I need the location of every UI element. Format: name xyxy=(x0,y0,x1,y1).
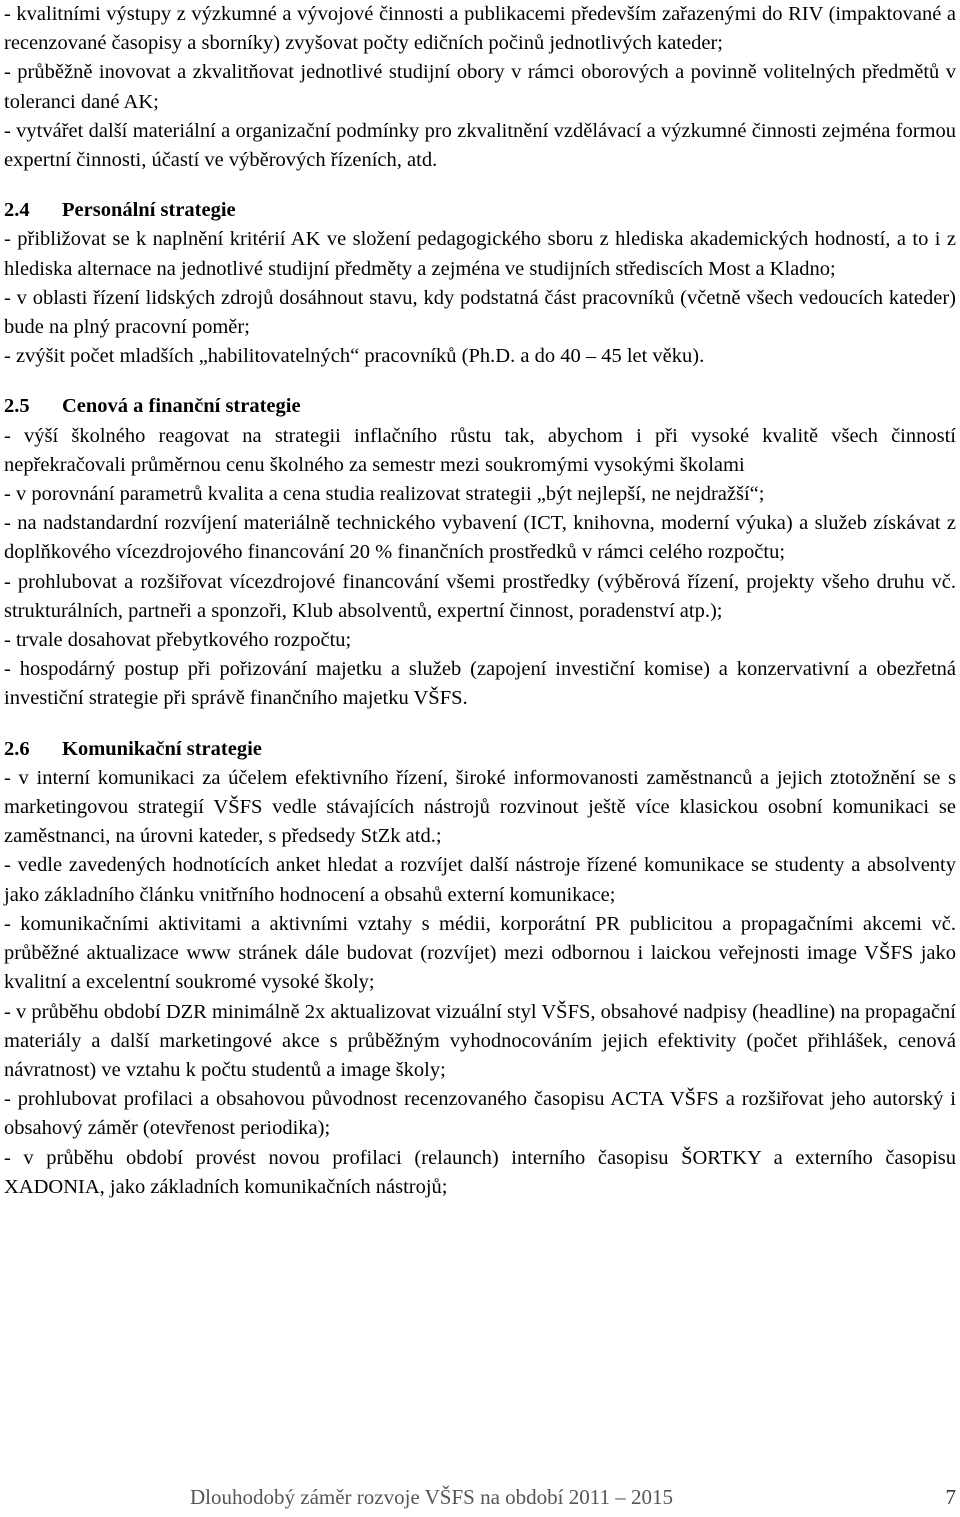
list-item: - výší školného reagovat na strategii inflačního růstu tak, abychom i při vysoké kvalitě všech činností nepřekračovali průměrnou cenu školného za semestr mezi soukromými vysokými školami xyxy=(4,424,956,476)
section-heading xyxy=(4,392,956,421)
list-item: - hospodárný postup při pořizování majetku a služeb (zapojení investiční komise) a konzervativní a obezřetná investiční strategie při správě finančního majetku VŠFS. xyxy=(4,658,956,710)
list-item: - trvale dosahovat přebytkového rozpočtu; xyxy=(4,629,352,652)
list-item: - na nadstandardní rozvíjení materiálně technického vybavení (ICT, knihovna, moderní výuka) a služeb získávat z doplňkového vícezdrojového financování 20 % finančních prostředků v rámci celého rozpočtu; xyxy=(4,512,956,564)
section-communication-strategy xyxy=(4,735,956,1202)
list-item: - komunikačními aktivitami a aktivními vztahy s médii, korporátní PR publicitou a propagačními akcemi vč. průběžné aktualizace www stránek dále budovat (rozvíjet) mezi odbornou i laickou veřejnosti image VŠFS jako kvalitní a excelentní soukromé vysoké školy; xyxy=(4,912,956,994)
list-item: - prohlubovat a rozšiřovat vícezdrojové financování všemi prostředky (výběrová řízení, projekty všeho druhu vč. strukturálních, partneři a sponzoři, Klub absolventů, expertní činnost, poradenství atp.); xyxy=(4,570,956,622)
footer-title: Dlouhodobý záměr rozvoje VŠFS na období 2011 – 2015 xyxy=(190,1485,673,1509)
list-item: - přibližovat se k naplnění kritérií AK ve složení pedagogického sboru z hlediska akademických hodností, a to i z hlediska alternace na jednotlivé studijní předměty a zejména ve studijních střediscích Most a Kladno; xyxy=(4,228,956,280)
document-page xyxy=(4,0,956,1202)
section-title: Cenová a finanční strategie xyxy=(62,395,301,418)
list-item: - zvýšit počet mladších „habilitovatelných“ pracovníků (Ph.D. a do 40 – 45 let věku). xyxy=(4,345,705,368)
list-item: - prohlubovat profilaci a obsahovou původnost recenzovaného časopisu ACTA VŠFS a rozšiřovat jeho autorský i obsahový záměr (otevřenost periodika); xyxy=(4,1088,956,1140)
list-item: - v interní komunikaci za účelem efektivního řízení, široké informovanosti zaměstnanců a jejich ztotožnění se s marketingovou strategií VŠFS vedle stávajících nástrojů rozvinout ještě více klasickou osobní komunikaci se zaměstnanci, na úrovni kateder, s předsedy StZk atd.; xyxy=(4,766,956,848)
intro-list xyxy=(4,0,956,175)
section-personal-strategy xyxy=(4,196,956,371)
list-item: - v oblasti řízení lidských zdrojů dosáhnout stavu, kdy podstatná část pracovníků (včetně všech vedoucích kateder) bude na plný pracovní poměr; xyxy=(4,286,956,339)
list-item: - v porovnání parametrů kvalita a cena studia realizovat strategii „být nejlepší, ne nejdražší“; xyxy=(4,483,765,506)
section-heading xyxy=(4,196,956,225)
list-item: - vedle zavedených hodnotících anket hledat a rozvíjet další nástroje řízené komunikace se studenty a absolventy jako základního článku vnitřního hodnocení a obsahů externí komunikace; xyxy=(4,854,956,906)
list-item: - vytvářet další materiální a organizační podmínky pro zkvalitnění vzdělávací a výzkumné činnosti zejména formou expertní činnosti, účastí ve výběrových řízeních, atd. xyxy=(4,119,956,172)
section-title: Komunikační strategie xyxy=(62,737,262,760)
section-number: 2.4 xyxy=(4,199,30,222)
list-item: - v průběhu období DZR minimálně 2x aktualizovat vizuální styl VŠFS, obsahové nadpisy (headline) na propagační materiály a další marketingové akce s průběžným vyhodnocováním jejich efektivity (počet přihlášek, cenová návratnost) ve vztahu k počtu studentů a image školy; xyxy=(4,1000,956,1081)
section-number: 2.6 xyxy=(4,737,30,760)
section-title: Personální strategie xyxy=(62,199,236,222)
list-item: - kvalitními výstupy z výzkumné a vývojové činnosti a publikacemi především zařazenými do RIV (impaktované a recenzované časopisy a sborníky) zvyšovat počty edičních počinů jednotlivých kateder; xyxy=(4,3,956,55)
section-heading xyxy=(4,735,956,764)
section-number: 2.5 xyxy=(4,395,30,418)
list-item: - průběžně inovovat a zkvalitňovat jednotlivé studijní obory v rámci oborových a povinně volitelných předmětů v toleranci dané AK; xyxy=(4,61,956,113)
page-number: 7 xyxy=(945,1485,956,1509)
list-item: - v průběhu období provést novou profilaci (relaunch) interního časopisu ŠORTKY a externího časopisu XADONIA, jako základních komunikačních nástrojů; xyxy=(4,1146,956,1198)
section-financial-strategy xyxy=(4,392,956,713)
